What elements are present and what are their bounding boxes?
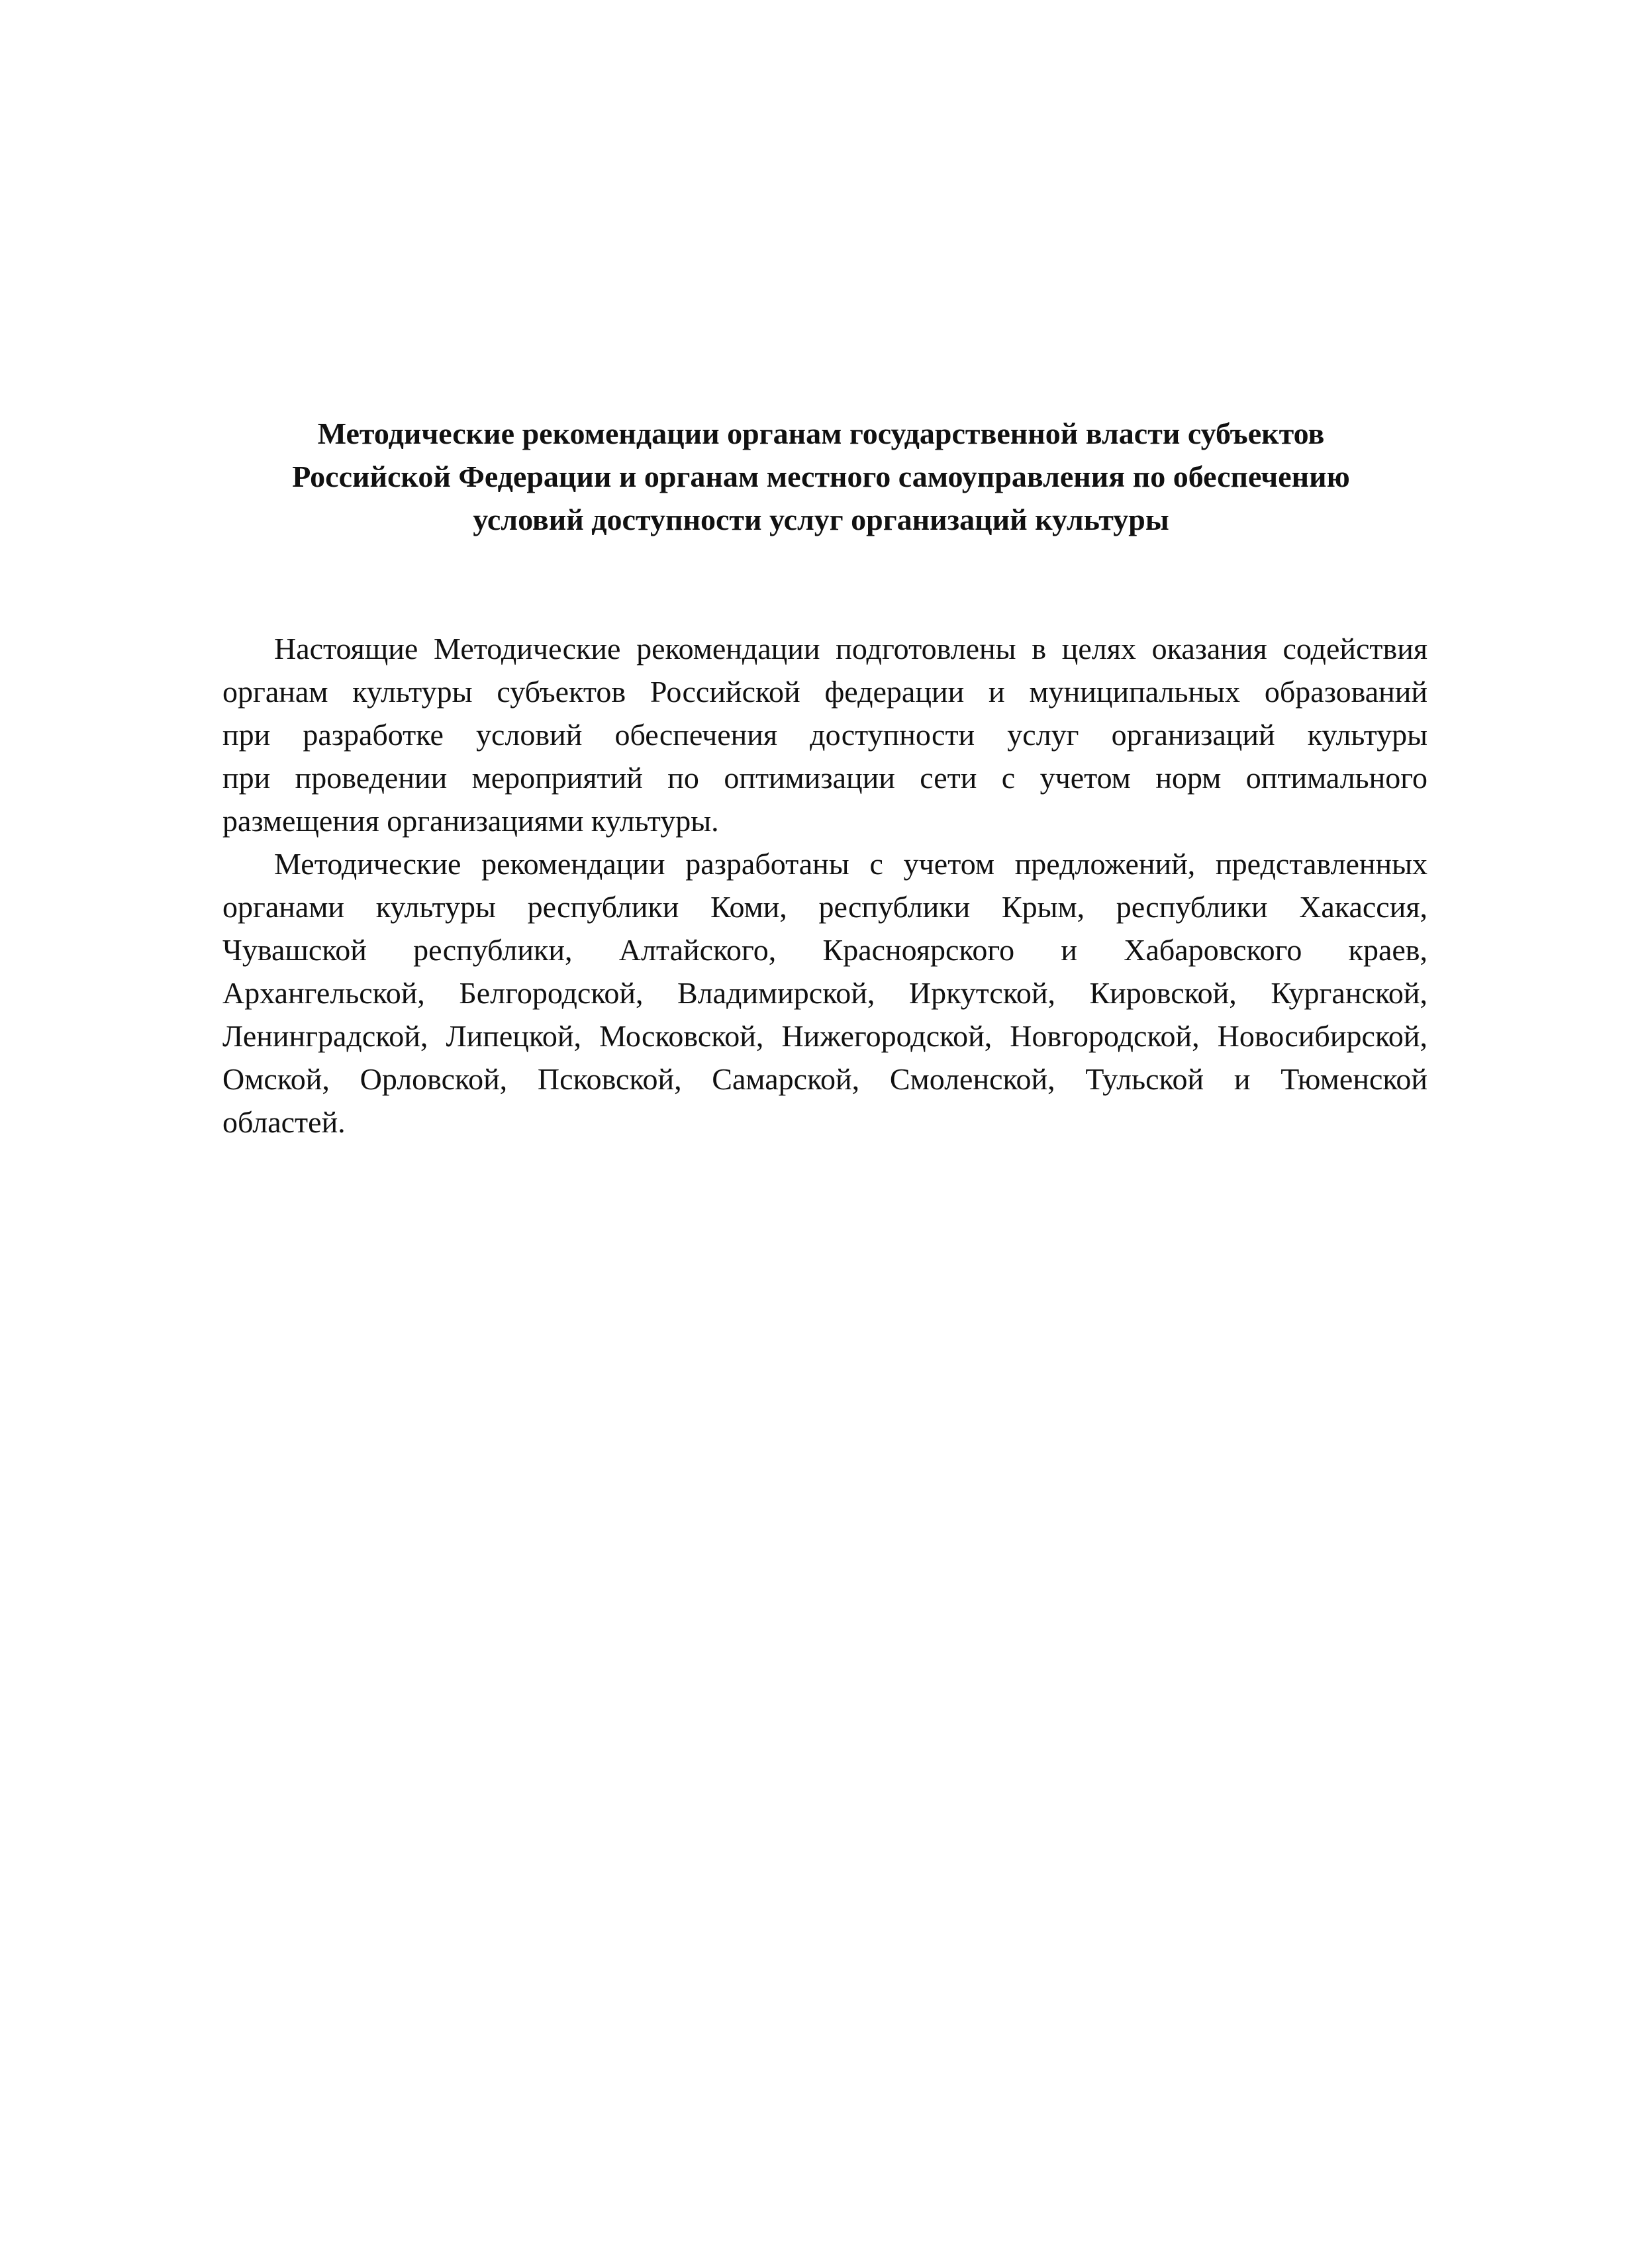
- paragraph-line: размещения организациями культуры.: [222, 804, 719, 838]
- paragraph-line: областей.: [222, 1105, 346, 1139]
- paragraph-line: Архангельской, Белгородской, Владимирской, Иркутской, Кировской, Курганской,: [222, 976, 1427, 1010]
- title-line: условий доступности услуг организаций культуры: [473, 503, 1169, 536]
- paragraph-line: Методические рекомендации разработаны с учетом предложений, представленных: [274, 847, 1427, 881]
- paragraph-line: Ленинградской, Липецкой, Московской, Нижегородской, Новгородской, Новосибирской,: [222, 1019, 1427, 1053]
- title-line: Российской Федерации и органам местного самоуправления по обеспечению: [292, 460, 1350, 493]
- document-title: [199, 412, 1443, 541]
- paragraph-line: Омской, Орловской, Псковской, Самарской, Смоленской, Тульской и Тюменской: [222, 1062, 1427, 1096]
- paragraph-line: при разработке условий обеспечения доступности услуг организаций культуры: [222, 718, 1427, 752]
- paragraph-purpose: [222, 627, 1427, 842]
- paragraph-line: органам культуры субъектов Российской федерации и муниципальных образований: [222, 675, 1427, 709]
- paragraph-sources: [222, 842, 1427, 1144]
- paragraph-line: при проведении мероприятий по оптимизации сети с учетом норм оптимального: [222, 761, 1427, 795]
- document-body: [222, 627, 1427, 1144]
- paragraph-line: Настоящие Методические рекомендации подготовлены в целях оказания содействия: [274, 632, 1427, 666]
- paragraph-line: органами культуры республики Коми, республики Крым, республики Хакассия,: [222, 890, 1427, 924]
- title-line: Методические рекомендации органам государственной власти субъектов: [317, 417, 1325, 450]
- paragraph-line: Чувашской республики, Алтайского, Красноярского и Хабаровского краев,: [222, 933, 1427, 967]
